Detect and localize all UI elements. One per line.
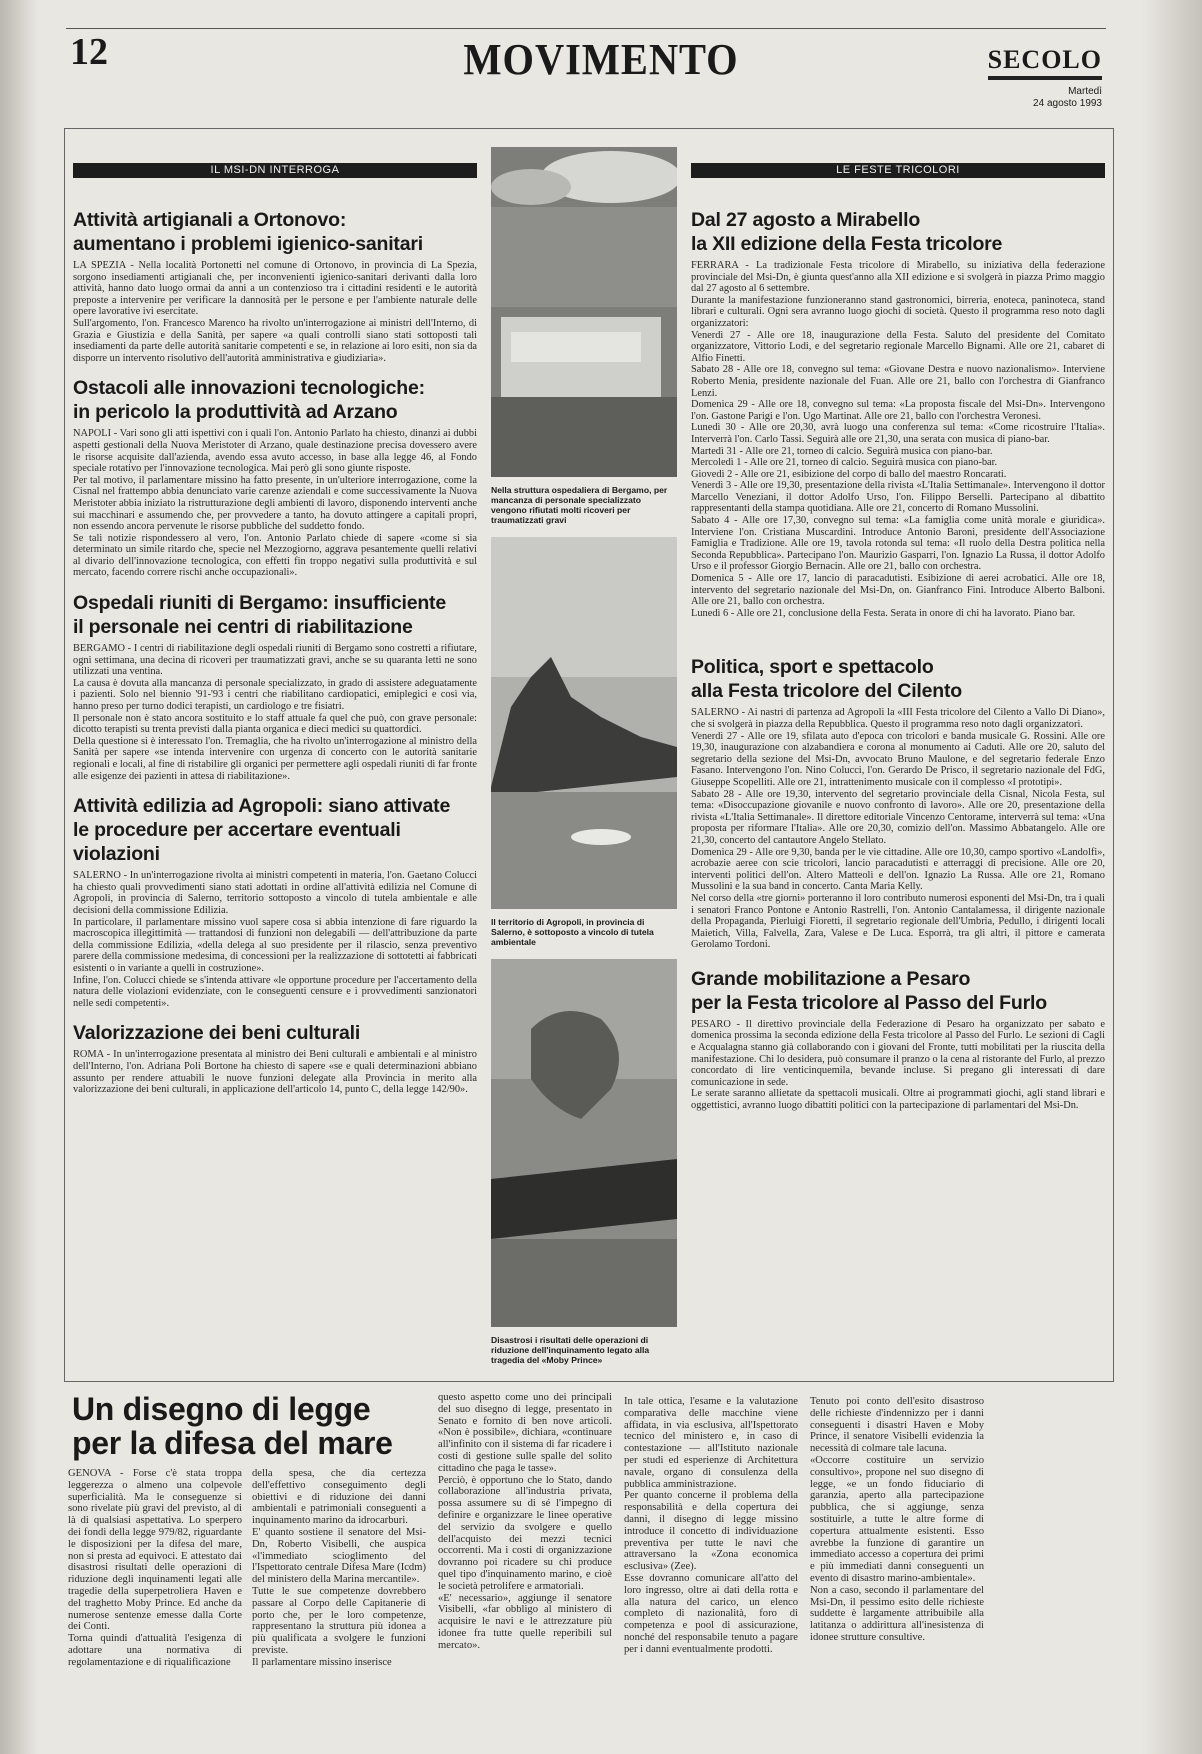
photo-caption: Il territorio di Agropoli, in provincia di Salerno, è sottoposto a vincolo di tutela ambientale	[491, 917, 654, 947]
section-title: MOVIMENTO	[463, 35, 739, 84]
article-difesa-mare	[64, 1392, 1112, 1712]
left-kicker: IL MSI-DN INTERROGA	[73, 163, 477, 178]
paragraph: GENOVA - Forse c'è stata troppa leggerezza o almeno una colpevole superficialità. Ma le conseguenze si sono rivelate più gravi del previsto, al di là di qualsiasi aspettativa. Lo sperpero dei fondi della legge 979/82, riguardante le disposizioni per la difesa del mare, non si presta ad equivoci. E attestato dai disastrosi risultati delle operazioni di riduzione degli inquinamenti legati alle tragedie della superpetroliera Haven e del traghetto Moby Prince. Ed anche da numerose sentenze emesse dalla Corte dei Conti.	[68, 1468, 242, 1633]
article-mirabello	[691, 208, 1105, 619]
headline-line-2: aumentano i problemi igienico-sanitari	[73, 233, 423, 255]
hospital-photo	[491, 147, 677, 477]
paragraph: Venerdì 27 - Alle ore 19, sfilata auto d'epoca con tricolori e banda musicale G. Rossini. Alle ore 19,30, inaugurazione con alzabandiera e corona al monumento ai Caduti. Alle ore 20, saluto del segretario della sezione del Msi-Dn, avvocato Bruno Maulone, e del segretario federale Enzo Fasano. Intervengono l'on. Nino Colucci, l'on. Gerardo De Prisco, il segretario nazionale del FdG, Giuseppe Scopelliti. Alle ore 21, intrattenimento musicale con il complesso «I prototipi».	[691, 730, 1105, 788]
right-column	[691, 129, 1105, 1112]
article-body	[691, 260, 1105, 619]
article-body	[73, 1049, 477, 1095]
paragraph: Tutte le sue competenze dovrebbero passare al Corpo delle Capitanerie di porto che, per le loro competenze, rappresentano la struttura più idonea a più qualificata a svolgere le funzioni previste.	[252, 1585, 426, 1656]
coast-photo	[491, 537, 677, 909]
article-agropoli	[73, 794, 477, 1009]
headline-line-1: Valorizzazione dei beni culturali	[73, 1022, 361, 1045]
paragraph: Mercoledì 1 - Alle ore 21, torneo di calcio. Seguirà musica con piano-bar.	[691, 457, 998, 469]
paragraph: Lunedì 30 - Alle ore 20,30, avrà luogo una conferenza sul tema: «Come ricostruire l'Italia». Interverrà l'on. Carlo Tassi. Seguirà alle ore 21,30, una serata con musica di piano-bar.	[691, 422, 1105, 445]
paragraph: Se tali notizie rispondessero al vero, l'on. Antonio Parlato chiede di sapere «come si sia determinato un simile ritardo che, specie nel Mezzogiorno, aggrava pesantemente quelli relativi al divario dell'innovazione tecnologica, con effetti fin troppo negativi sulla produttività e sul mercato, facendo correre rischi anche occupazionali».	[73, 532, 477, 579]
article-body	[73, 643, 477, 782]
paragraph: Domenica 29 - Alle ore 9,30, banda per le vie cittadine. Alle ore 10,30, campo sportivo «Landolfi», acrobazie aeree con scie tricolori, lancio paracadutisti e atterraggi di precisione. Alle ore 20, interventi politici dell'on. Altero Matteoli e dell'on. Ignazio La Russa. Alle ore 21, Romano Mussolini e la sua band in concerto. Canta Maria Kelly.	[691, 846, 1105, 893]
paragraph: Venerdì 3 - Alle ore 19,30, presentazione della rivista «L'Italia Settimanale». Intervengono il dottor Marcello Veneziani, il dottor Adolfo Urso, l'on. Filippo Berselli. Partecipano al dibattito rappresentanti della stampa quotidiana. Alle ore 21, concerto di Romano Mussolini.	[691, 480, 1105, 515]
paragraph: questo aspetto come uno dei principali del suo disegno di legge, presentato in Senato e fornito di ben nove articoli. «Non è possibile», dichiara, «continuare all'infinito con il sistema di far ricadere i costi di gestione sulle spalle del solito cittadino che paga le tasse».	[438, 1392, 612, 1474]
paragraph: Della questione si è interessato l'on. Tremaglia, che ha rivolto un'interrogazione al ministro della Sanità per sapere «se intenda intervenire con urgenza di concerto con le autorità sanitarie regionali e locali, al fine di ristabilire gli organici per permettere agli ospedali riuniti di far fronte alle esigenze dei pazienti in attesa di riabilitazione».	[73, 735, 477, 782]
paragraph: E' quanto sostiene il senatore del Msi-Dn, Roberto Visibelli, che auspica «l'immediato scioglimento del l'Ispettorato centrale Difesa Mare (Icdm) del ministero della Marina mercantile».	[252, 1526, 426, 1586]
article-beni-culturali	[73, 1021, 477, 1095]
issue-weekday: Martedì	[1068, 86, 1102, 97]
headline-line-2: alla Festa tricolore del Cilento	[691, 680, 963, 703]
article-cilento	[691, 655, 1105, 950]
paragraph: Venerdì 27 - Alle ore 18, inaugurazione della Festa. Saluto del presidente del Comitato organizzatore, Vittorio Lodi, e del segretario regionale Marcello Bignami. Alle ore 21, cabaret di Alfio Finetti.	[691, 329, 1105, 364]
paragraph: Per quanto concerne il problema della responsabilità e della copertura dei danni, il disegno di legge missino introduce il concetto di individuazione preventiva per tutte le navi che attraversano la «Zona economica esclusiva» (Zee).	[624, 1490, 798, 1573]
article-body	[73, 870, 477, 1009]
paragraph: Il parlamentare missino inserisce	[252, 1656, 392, 1668]
paragraph: Sabato 28 - Alle ore 19,30, intervento del segretario provinciale della Cisnal, Nicola Festa, sul tema: «Disoccupazione giovanile e nuovo confronto di lavoro». Alle ore 20, presentazione della rivista «L'Italia Settimanale». Il direttore editoriale Vincenzo Centorame, interverrà sul tema: «Una proposta per riformare l'Italia». Alle ore 20,30, comizio dell'on. Massimo Abbatangelo. Alle ore 21,30, concerto del cantautore Angelo Stellato.	[691, 788, 1105, 846]
article-body	[691, 707, 1105, 950]
paragraph: Domenica 5 - Alle ore 17, lancio di paracadutisti. Esibizione di aerei acrobatici. Alle ore 18, intervento del segretario nazionale del Msi-Dn, on. Gianfranco Fini. Introduce Alberto Balboni. Alle ore 21, ballo con orchestra.	[691, 573, 1105, 608]
article-column-5	[810, 1396, 984, 1644]
paragraph: Sabato 28 - Alle ore 18, convegno sul tema: «Giovane Destra e nuovo nazionalismo». Interviene Roberto Menia, presidente nazionale del Fuan. Alle ore 21, ballo con l'orchestra di Gianfranco Lenzi.	[691, 364, 1105, 399]
headline-line-1: Grande mobilitazione a Pesaro	[691, 967, 971, 990]
article-arzano	[73, 376, 477, 579]
paragraph: Esse dovranno comunicare all'atto del loro ingresso, oltre ai dati della rotta e alla natura del carico, un elenco completo di nazionalità, foro di competenza e pool di assicurazione, nonché del responsabile tenuto a pagare per i danni eventualmente prodotti.	[624, 1572, 798, 1655]
paragraph: Non a caso, secondo il parlamentare del Msi-Dn, il pessimo esito delle richieste suddette è largamente attribuibile alla latitanza o addirittura all'inesistenza di idonee strutture consultive.	[810, 1584, 984, 1643]
paragraph: Infine, l'on. Colucci chiede se s'intenda attivare «le opportune procedure per l'accertamento della natura delle violazioni evidenziate, con le conseguenti censure e i provvedimenti sanzionatori nelle sedi competenti».	[73, 974, 477, 1009]
headline-line-2: le procedure per accertare eventuali violazioni	[73, 819, 401, 866]
paragraph: LA SPEZIA - Nella località Portonetti nel comune di Ortonovo, in provincia di La Spezia, sorgono insediamenti artigianali che, per inconvenienti igienico-sanitari derivanti dalla loro attività, hanno dato luogo ormai da anni a un contenzioso tra i cittadini residenti e le autorità preposte a intervenire per verificare la dannosità per le persone e per l'ambiente naturale delle opere lavorative ivi esercitate.	[73, 260, 477, 318]
bottom-headline	[72, 1392, 432, 1460]
article-column-2	[252, 1468, 426, 1669]
paragraph: «E' necessario», aggiunge il senatore Visibelli, «far obbligo al ministero di acquisire le navi e le attrezzature più idonee fra tutte quelle reperibili sul mercato».	[438, 1592, 612, 1651]
photo-column	[491, 129, 677, 1381]
article-column-4	[624, 1396, 798, 1656]
paragraph: Nel corso della «tre giorni» porteranno il loro contributo numerosi esponenti del Msi-Dn, tra i quali i senatori Franco Pontone e Antonio Rastrelli, l'on. Antonio Cantalamessa, il dirigente nazionale della Propaganda, Pierluigi Fioretti, il segretario regionale dell'Umbria, Pedullo, i dirigenti locali Maietich, Villa, Falvella, Zara, Valese e De Luca. Esporrà, tra gli altri, il pittore e camerata Gerolamo Tordoni.	[691, 892, 1105, 951]
paragraph: Sabato 4 - Alle ore 17,30, convegno sul tema: «La famiglia come unità morale e giuridica». Interviene l'on. Cristiana Muscardini. Introduce Antonio Baroni, presidente dell'Associazione Famiglia e Tradizione. Alle ore 19, tavola rotonda sul tema: «Il ruolo della Destra politica nella Seconda Repubblica». Partecipano l'on. Maurizio Gasparri, l'on. Ignazio La Russa, il dottor Adolfo Urso e il professor Giorgio Bernacin. Alle ore 21, ballo con orchestra.	[691, 515, 1105, 573]
paragraph: «Occorre costituire un servizio consultivo», propone nel suo disegno di legge, «e un fondo fiduciario di garanzia, aperto alla partecipazione pubblica, che si aggiunge, senza sostituirle, a tutte le altre forme di copertura attualmente esistenti. Esso avrebbe la funzione di garantire un immediato accesso a copertura dei primi e più immediati danni conseguenti un evento di disastro marino-ambientale».	[810, 1454, 984, 1584]
paragraph: NAPOLI - Vari sono gli atti ispettivi con i quali l'on. Antonio Parlato ha chiesto, dinanzi ai dubbi aspetti gestionali della Nuova Meristoter di Arzano, quale destinazione precisa dovessero avere le risorse acquisite dall'azienda, avendo essa avuto accesso, in base alla legge 46, al Fondo speciale rotativo per l'innovazione tecnologica. Mai però gli sono giunte risposte.	[73, 428, 477, 475]
paragraph: SALERNO - In un'interrogazione rivolta ai ministri competenti in materia, l'on. Gaetano Colucci ha chiesto quali provvedimenti siano stati adottati in ordine all'attività edilizia nel Comune di Agropoli, in provincia di Salerno, territorio sottoposto a vincolo di tutela ambientale e alle decisioni della commissione Edilizia.	[73, 870, 477, 916]
article-body	[691, 1019, 1105, 1112]
page-number: 12	[70, 31, 108, 73]
paragraph: La causa è dovuta alla mancanza di personale specializzato, in grado di assistere adeguatamente i pazienti. Solo nel biennio '91-'93 i centri che riabilitano cardiopatici, emiplegici e così via, hanno preso per turno dodici terapisti, un cardiologo e tre fisiatri.	[73, 677, 477, 713]
article-bergamo	[73, 591, 477, 782]
headline-line-1: Attività artigianali a Ortonovo:	[73, 209, 347, 231]
article-body	[73, 260, 477, 364]
paragraph: Martedì 31 - Alle ore 21, torneo di calcio. Seguirà musica con piano-bar.	[691, 445, 993, 457]
paragraph: BERGAMO - I centri di riabilitazione degli ospedali riuniti di Bergamo sono costretti a rifiutare, ogni settimana, una decina di ricoveri per traumatizzati gravi, anche se su quaranta letti ne sono utilizzati una ventina.	[73, 643, 477, 678]
article-ortonovo	[73, 208, 477, 364]
article-pesaro	[691, 967, 1105, 1112]
paragraph: Domenica 29 - Alle ore 18, convegno sul tema: «La proposta fiscale del Msi-Dn». Intervengono l'on. Gastone Parigi e l'on. Ugo Martinat. Alle ore 21, ballo con l'orchestra Veronesi.	[691, 399, 1105, 422]
paragraph: Tenuto poi conto dell'esito disastroso delle richieste d'indennizzo per i danni conseguenti i disastri Haven e Moby Prince, il senatore Visibelli evidenzia la necessità di colmare tale lacuna.	[810, 1396, 984, 1455]
paragraph: Giovedì 2 - Alle ore 21, esibizione del corpo di ballo del maestro Roncarati.	[691, 468, 1007, 480]
article-column-3	[438, 1392, 612, 1652]
headline-line-1: Ostacoli alle innovazioni tecnologiche:	[73, 377, 425, 400]
paragraph: Torna quindi d'attualità l'esigenza di adottare una normativa di regolamentazione e di riqualificazione	[68, 1633, 242, 1668]
headline-line-2: per la difesa del mare	[72, 1425, 393, 1461]
paragraph: ROMA - In un'interrogazione presentata al ministro dei Beni culturali e ambientali e al ministro dell'Interno, l'on. Adriana Poli Bortone ha chiesto di sapere «se e quali determinazioni abbiano assunto per rendere attuabili le nuove funzioni delegate alla Provincia in merito alla valorizzazione dei beni culturali, in applicazione dell'articolo 14, punto C, della legge 142/90».	[73, 1049, 477, 1096]
photo-caption: Disastrosi i risultati delle operazioni di riduzione dell'inquinamento legato alla tragedia del «Moby Prince»	[491, 1335, 650, 1365]
paragraph: Durante la manifestazione funzioneranno stand gastronomici, birreria, enoteca, paninoteca, stand librari e culturali. Ogni sera avranno luogo giochi di società. Questo il programma reso noto dagli organizzatori:	[691, 294, 1105, 329]
left-column	[73, 129, 477, 1096]
paragraph: Le serate saranno allietate da spettacoli musicali. Oltre ai programmati giochi, agli stand librari e oggettistici, avranno luogo dibattiti politici con la partecipazione di parlamentari del Msi-Dn.	[691, 1088, 1105, 1112]
header-rule	[66, 28, 1106, 29]
paragraph: Per tal motivo, il parlamentare missino ha fatto presente, in un'ulteriore interrogazione, come la Cisnal nel frattempo abbia denunciato varie carenze aziendali e come successivamente la Nuova Meristoter abbia iniziato la ristrutturazione degli ambienti di lavoro, disponendo interventi anche sui macchinari e assumendo che, per provvedere a tanto, ha dovuto attingere a capitali propri, non essendo ancora pervenute le risorse pubbliche del suddetto fondo.	[73, 474, 477, 533]
headline-line-1: Attività edilizia ad Agropoli: siano attivate	[73, 795, 451, 818]
headline-line-1: Ospedali riuniti di Bergamo: insufficiente	[73, 592, 446, 615]
headline-line-1: Politica, sport e spettacolo	[691, 656, 934, 679]
paragraph: In tale ottica, l'esame e la valutazione comparativa delle macchine viene affidata, in via esclusiva, all'Ispettorato tecnico del ministero e, in caso di contestazione — all'Istituto nazionale per studi ed esperienze di Architettura navale, organo di consulenza della pubblica amministrazione.	[624, 1396, 798, 1490]
paragraph: Il personale non è stato ancora sostituito e lo staff attuale fa quel che può, con grave personale: dicotto terapisti su trenta previsti dalla pianta organica e dieci medici su quattordici.	[73, 712, 477, 736]
page-edge-shadow-right	[1142, 0, 1202, 1754]
paragraph: Perciò, è opportuno che lo Stato, dando collaborazione all'industria privata, possa assumere su di sé l'impegno di definire e organizzare le linee operative del servizio da svolgere e quello dell'acquisto dei mezzi tecnici occorrenti. Ma i costi di organizzazione dovranno poi ricadere su chi produce quel tipo d'inquinamento marino, e cioè le società petrolifere e armatoriali.	[438, 1474, 612, 1592]
paragraph: Sull'argomento, l'on. Francesco Marenco ha rivolto un'interrogazione ai ministri dell'Interno, di Grazia e Giustizia e della Sanità, per sapere «a quali controlli siano stati sottoposti tali insediamenti da parte delle autorità sanitarie competenti e se, in relazione ai loro esiti, non sia da disporre un intervento risolutivo dell'autorità amministrativa e giudiziaria».	[73, 317, 477, 364]
article-body	[73, 428, 477, 579]
issue-date	[1033, 86, 1102, 110]
right-kicker: LE FESTE TRICOLORI	[691, 163, 1105, 178]
paragraph: della spesa, che dia certezza dell'effettivo conseguimento degli obiettivi e di riduzione dei danni ambientali e patrimoniali conseguenti a inquinamento marino da idrocarburi.	[252, 1468, 426, 1527]
paragraph: In particolare, il parlamentare missino vuol sapere cosa si abbia intenzione di fare riguardo la macroscopica illegittimità — trattandosi di funzioni non delegabili — dell'attribuzione da parte della commissione Edilizia, «della delega al suo presidente per il rilascio, senza preventivo parere della commissione medesima, di concessioni per la realizzazione di sottotetti ai fabbricati esistenti o in variante a quelli in costruzione».	[73, 916, 477, 974]
headline-line-2: la XII edizione della Festa tricolore	[691, 233, 1003, 255]
top-section-box	[64, 128, 1114, 1382]
photo-caption: Nella struttura ospedaliera di Bergamo, per mancanza di personale specializzato vengono rifiutati molti ricoveri per traumatizzati gravi	[491, 485, 668, 525]
headline-line-1: Dal 27 agosto a Mirabello	[691, 209, 921, 231]
article-column-1	[68, 1468, 242, 1669]
ship-photo	[491, 959, 677, 1327]
issue-date-text: 24 agosto 1993	[1033, 98, 1102, 109]
page-edge-shadow-left	[0, 0, 38, 1754]
paragraph: FERRARA - La tradizionale Festa tricolore di Mirabello, su iniziativa della federazione provinciale del Msi-Dn, è giunta quest'anno alla XII edizione e si svolgerà in piazza Primo maggio dal 27 agosto al 6 settembre.	[691, 260, 1105, 295]
headline-line-2: in pericolo la produttività ad Arzano	[73, 401, 398, 424]
paragraph: Lunedì 6 - Alle ore 21, conclusione della Festa. Serata in onore di chi ha lavorato. Piano bar.	[691, 607, 1076, 619]
paragraph: SALERNO - Ai nastri di partenza ad Agropoli la «III Festa tricolore del Cilento a Vallo Di Diano», che si svolgerà in piazza della Repubblica. Questo il programma reso noto dagli organizzatori.	[691, 707, 1105, 730]
newspaper-logo: SECOLO	[988, 46, 1102, 80]
headline-line-1: Un disegno di legge	[72, 1391, 371, 1427]
headline-line-2: il personale nei centri di riabilitazione	[73, 616, 413, 639]
headline-line-2: per la Festa tricolore al Passo del Furlo	[691, 991, 1047, 1014]
paragraph: PESARO - Il direttivo provinciale della Federazione di Pesaro ha organizzato per sabato e domenica prossima la seconda edizione della Festa tricolore al Passo del Furlo. Le sezioni di Cagli e Acqualagna stanno già collaborando con i giovani del Fronte, tutti mobilitati per la riuscita della manifestazione. Chi lo desidera, può consumare il pranzo o la cena al ristorante del Furlo, al prezzo concordato di lire venticinquemila, bevande incluse. Si pregano gli interessati di dare comunicazione in sede.	[691, 1018, 1105, 1088]
